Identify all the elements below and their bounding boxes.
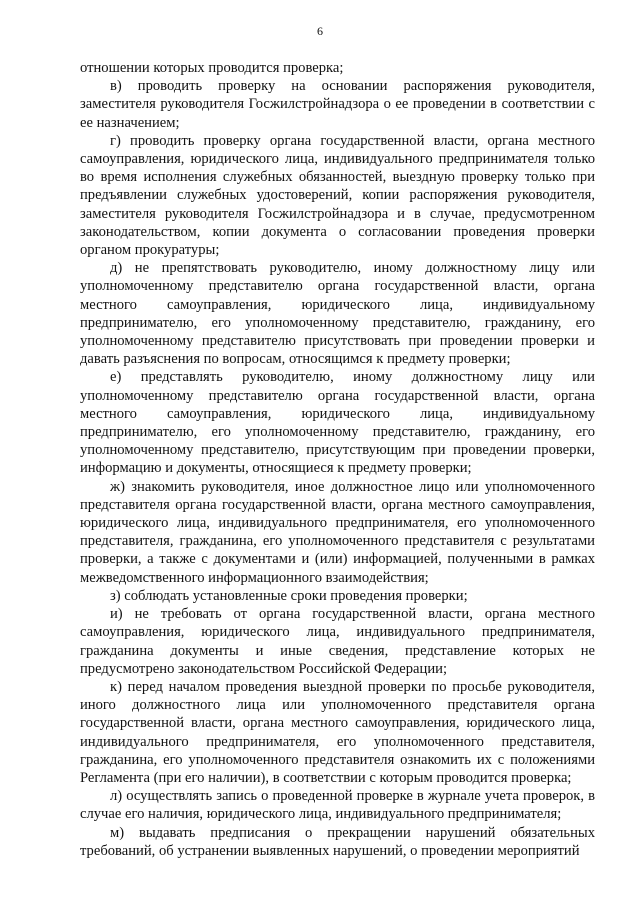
paragraph-continuation: отношении которых проводится проверка; bbox=[80, 60, 344, 76]
paragraph-item-e: е) представлять руководителю, иному должностному лицу или уполномоченному представителю органа государственной власти, органа местного самоуправления, юридического лица, индивидуальному предпринимателю, его уполномоченному представителю, гражданину, его уполномоченному представителю, присутствующим при проведении проверки, информацию и документы, относящиеся к предмету проверки; bbox=[80, 369, 595, 477]
paragraph-item-m: м) выдавать предписания о прекращении нарушений обязательных требований, об устранении выявленных нарушений, о проведении мероприятий bbox=[80, 824, 595, 859]
paragraph-item-k: к) перед началом проведения выездной проверки по просьбе руководителя, иного должностного лица или уполномоченного представителя органа государственной власти, органа местного самоуправления, юридического лица, индивидуального предпринимателя, его уполномоченного представителя, гражданина, его уполномоченного представителя ознакомить их с положениями Регламента (при его наличии), в соответствии с которым проводится проверка; bbox=[80, 678, 595, 786]
paragraph-item-zh: ж) знакомить руководителя, иное должностное лицо или уполномоченного представителя органа государственной власти, органа местного самоуправления, юридического лица, индивидуального предпринимателя, его уполномоченного представителя, гражданина, его уполномоченного представителя с результатами проверки, а также с документами и (или) информацией, полученными в рамках межведомственного информационного взаимодействия; bbox=[80, 478, 595, 586]
paragraph-item-d: д) не препятствовать руководителю, иному должностному лицу или уполномоченному представителю органа государственной власти, органа местного самоуправления, юридического лица, индивидуальному предпринимателю, его уполномоченному представителю, гражданину, его уполномоченному представителю присутствовать при проведении проверки и давать разъяснения по вопросам, относящимся к предмету проверки; bbox=[80, 260, 595, 368]
paragraph-item-v: в) проводить проверку на основании распоряжения руководителя, заместителя руководителя Госжилстройнадзора о ее проведении в соответствии с ее назначением; bbox=[80, 78, 595, 131]
paragraph-item-l: л) осуществлять запись о проведенной проверке в журнале учета проверок, в случае его наличия, юридического лица, индивидуального предпринимателя; bbox=[80, 788, 595, 823]
paragraph-item-z: з) соблюдать установленные сроки проведения проверки; bbox=[110, 587, 468, 604]
paragraph-item-g: г) проводить проверку органа государственной власти, органа местного самоуправления, юридического лица, индивидуального предпринимателя только во время исполнения служебных обязанностей, выездную проверку только при предъявлении служебных удостоверений, копии распоряжения руководителя, заместителя руководителя Госжилстройнадзора и в случае, предусмотренном законодательством, копии документа о согласовании проведения проверки органом прокуратуры; bbox=[80, 132, 595, 259]
page-number: 6 bbox=[317, 24, 323, 38]
document-body bbox=[80, 59, 595, 860]
paragraph-item-i: и) не требовать от органа государственной власти, органа местного самоуправления, юридического лица, индивидуального предпринимателя, гражданина документы и иные сведения, представление которых не предусмотрено законодательством Российской Федерации; bbox=[80, 606, 595, 677]
